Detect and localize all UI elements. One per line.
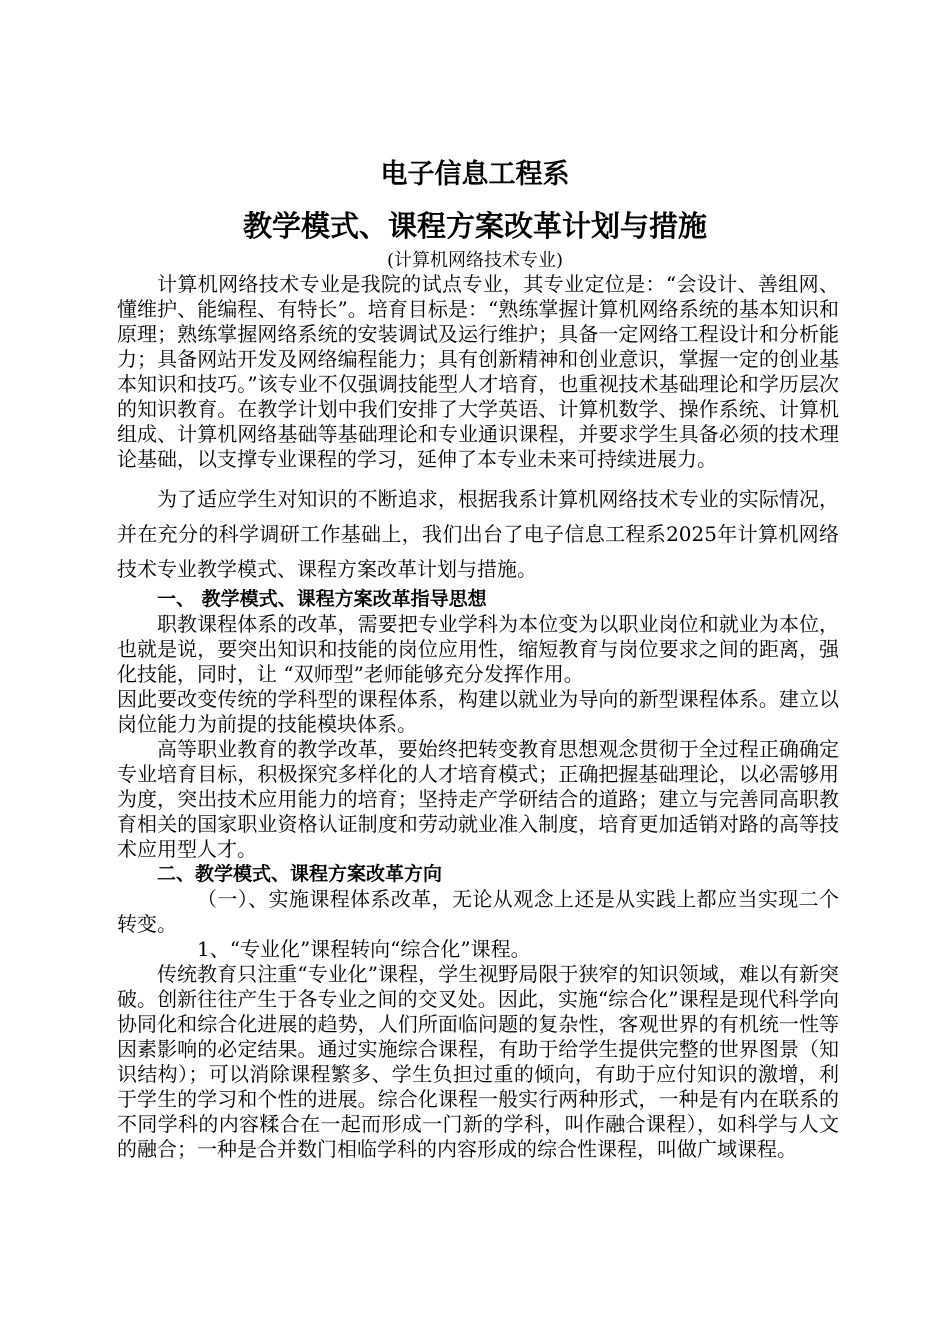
section-heading-2: 二、教学模式、课程方案改革方向 [157, 863, 443, 885]
purpose-paragraph: 为了适应学生对知识的不断追求，根据我系计算机网络技术专业的实际情况，并在充分的科学调研工作基础上，我们出台了电子信息工程系2025年计算机网络技术专业教学模式、课程方案改革计划与措施。 [117, 487, 839, 581]
paragraph-item-1: 1、“专业化”课程转向“综合化”课程。 [197, 937, 531, 961]
section-heading-1: 一、 教学模式、课程方案改革指导思想 [157, 588, 487, 610]
paragraph-integrated-courses: 传统教育只注重“专业化”课程，学生视野局限于狭窄的知识领域，难以有新突破。创新往往产生于各专业之间的交叉处。因此，实施“综合化”课程是现代科学向协同化和综合化进展的趋势，人们所面临问题的复杂性，客观世界的有机统一性等因素影响的必定结果。通过实施综合课程，有助于给学生提供完整的世界图景（知识结构）；可以消除课程繁多、学生负担过重的倾向，有助于应付知识的激增，利于学生的学习和个性的进展。综合化课程一般实行两种形式，一种是有内在联系的不同学科的内容糅合在一起而形成一门新的学科，叫作融合课程），如科学与人文的融合；一种是合并数门相临学科的内容形成的综合性课程，叫做广域课程。 [117, 962, 839, 1161]
document-main-subtitle: 教学模式、课程方案改革计划与措施 [242, 209, 707, 243]
intro-paragraph: 计算机网络技术专业是我院的试点专业，其专业定位是：“会设计、善组网、懂维护、能编程、有特长”。培育目标是：“熟练掌握计算机网络系统的基本知识和原理；熟练掌握网络系统的安装调试及运行维护；具备一定网络工程设计和分析能力；具备网站开发及网络编程能力；具有创新精神和创业意识，掌握一定的创业基本知识和技巧。”该专业不仅强调技能型人才培育，也重视技术基础理论和学历层次的知识教育。在教学计划中我们安排了大学英语、计算机数学、操作系统、计算机组成、计算机网络基础等基础理论和专业通识课程，并要求学生具备必须的技术理论基础，以支撑专业课程的学习，延伸了本专业未来可持续进展力。 [117, 272, 839, 471]
paragraph-job-oriented: 因此要改变传统的学科型的课程体系，构建以就业为导向的新型课程体系。建立以岗位能力为前提的技能模块体系。 [117, 687, 839, 736]
paragraph-two-transitions: （一）、实施课程体系改革，无论从观念上还是从实践上都应当实现二个转变。 [117, 887, 839, 936]
paragraph-curriculum-reform: 职教课程体系的改革，需要把专业学科为本位变为以职业岗位和就业为本位，也就是说，要突出知识和技能的岗位应用性，缩短教育与岗位要求之间的距离，强化技能，同时，让 “双师型”老师能够充分发挥作用。 [117, 612, 839, 686]
paragraph-higher-vocational: 高等职业教育的教学改革，要始终把转变教育思想观念贯彻于全过程正确确定专业培育目标，积极探究多样化的人才培育模式；正确把握基础理论，以必需够用为度，突出技术应用能力的培育；坚持走产学研结合的道路；建立与完善同高职教育相关的国家职业资格认证制度和劳动就业准入制度，培育更加适销对路的高等技术应用型人才。 [117, 737, 839, 861]
major-note: (计算机网络技术专业) [386, 250, 564, 271]
document-title: 电子信息工程系 [380, 159, 570, 190]
document-body [117, 272, 839, 1162]
